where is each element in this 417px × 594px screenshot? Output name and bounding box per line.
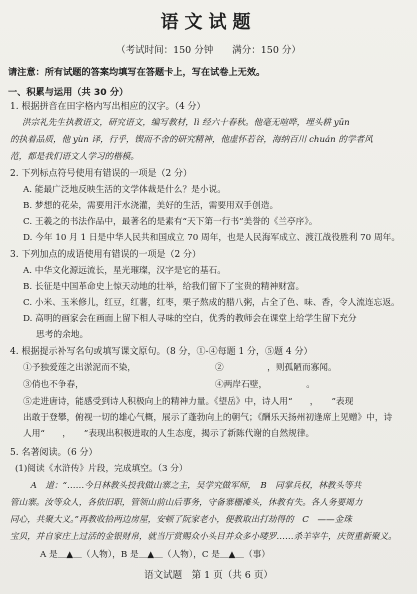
question-5-stem: 5. 名著阅读。（6 分） [10, 448, 98, 458]
question-5-passage: 宝贝，并自家庄上过活的金银财帛，就当厅赏赐众小头目并众多小喽罗……杀羊宰牛，庆贺重新聚义。 [10, 532, 397, 542]
page-title: 语文试题 [160, 12, 257, 33]
question-1-line: 洪宗礼先生执教语文，研究语文，编写教材，lì 经六十春秋。他毫无喧哗，埋头耕 yūn [22, 118, 350, 128]
question-3-stem: 3. 下列加点的成语使用有错误的一项是（2 分） [10, 250, 202, 260]
question-3-option: D. 高明的画家会在画面上留下相人寻味的空白，优秀的教师会在课堂上给学生留下充分 [23, 314, 357, 324]
question-5-passage: 管山寨。汝等众人，各依旧职，管领山前山后事务，守备寨栅滩头，休教有失。各人务要竭力 [10, 498, 363, 508]
question-5-passage: 同心，共聚大义。”再教收拾两边房屋，安顿了阮家老小，便教取出打劫得的 C ——金珠 [10, 515, 352, 525]
question-1-line: 的执着品质，他 yùn 译，行乎，锲而不舍的研究精神，他虚怀若谷，海纳百川 chuán 的学者风 [10, 135, 373, 145]
question-4-item5: 人用“ ， ”表现出积极进取的人生态度，揭示了新陈代谢的自然规律。 [23, 429, 315, 439]
question-4-item: ①予独爱莲之出淤泥而不染， [23, 363, 136, 373]
question-1-stem: 1. 根据拼音在田字格内写出相应的汉字。（4 分） [10, 102, 206, 112]
question-4-stem: 4. 根据提示补写名句或填写课文原句。（8 分，①-④每题 1 分，⑤题 4 分） [10, 347, 313, 357]
question-4-item5: 出敢于登攀，俯视一切的雄心气概，展示了蓬勃向上的朝气；《酬乐天扬州初逢席上见赠》中，诗 [23, 413, 393, 423]
page-footer: 语文试题 第 1 页（共 6 页） [144, 570, 273, 581]
question-3-option: C. 小米、玉米修儿，红豆，红薯，红枣，栗子熬成的腊八粥，占全了色、味、香，令人流连忘返。 [23, 298, 400, 308]
question-1-line: 范，都是我们语文人学习的楷模。 [10, 152, 139, 162]
section-heading: 一、积累与运用（共 30 分） [8, 87, 129, 98]
exam-notice: 请注意：所有试题的答案均填写在答题卡上，写在试卷上无效。 [8, 67, 266, 78]
question-2-option: C. 王羲之的书法作品中，最著名的是素有“天下第一行书”美誉的《兰亭序》。 [23, 217, 318, 227]
question-3-option: 思考的余地。 [36, 330, 89, 340]
question-5-sub: (1)阅读《水浒传》片段，完成填空。（3 分） [15, 464, 188, 474]
question-3-option: B. 长征是中国革命史上惊天动地的壮举，给我们留下了宝贵的精神财富。 [23, 282, 305, 292]
question-3-option: A. 中华文化源远流长，星光璀璨，汉字是它的基石。 [23, 266, 226, 276]
question-4-item: ③俏也不争春， [23, 380, 84, 390]
question-2-stem: 2. 下列标点符号使用有错误的一项是（2 分） [10, 169, 193, 179]
question-2-option: A. 能最广泛地反映生活的文学体裁是什么？是小说。 [23, 185, 226, 195]
question-4-item5: ⑤走进唐诗，能感受到诗人积极向上的精神力量。《望岳》中，诗人用“ ， ”表现 [23, 397, 354, 407]
exam-meta: （考试时间：150 分钟 满分：150 分） [116, 45, 301, 56]
question-5-answer: A 是＿▲＿（人物），B 是＿▲＿（人物），C 是＿▲＿（事） [40, 550, 271, 560]
question-4-item: ④两岸石壁， 。 [215, 380, 315, 390]
question-2-option: B. 梦想的花朵，需要用汗水浇灌，美好的生活，需要用双手创造。 [23, 201, 279, 211]
question-4-item: ② ，则孤陋而寡闻。 [215, 363, 337, 373]
question-5-passage: A 道：“……今日林教头投我做山寨之主，吴学究做军师， B 同掌兵权，林教头等共 [22, 481, 362, 491]
question-2-option: D. 今年 10 月 1 日是中华人民共和国成立 70 周年，也是人民海军成立、渡江战役胜利 70 周年。 [23, 233, 401, 243]
